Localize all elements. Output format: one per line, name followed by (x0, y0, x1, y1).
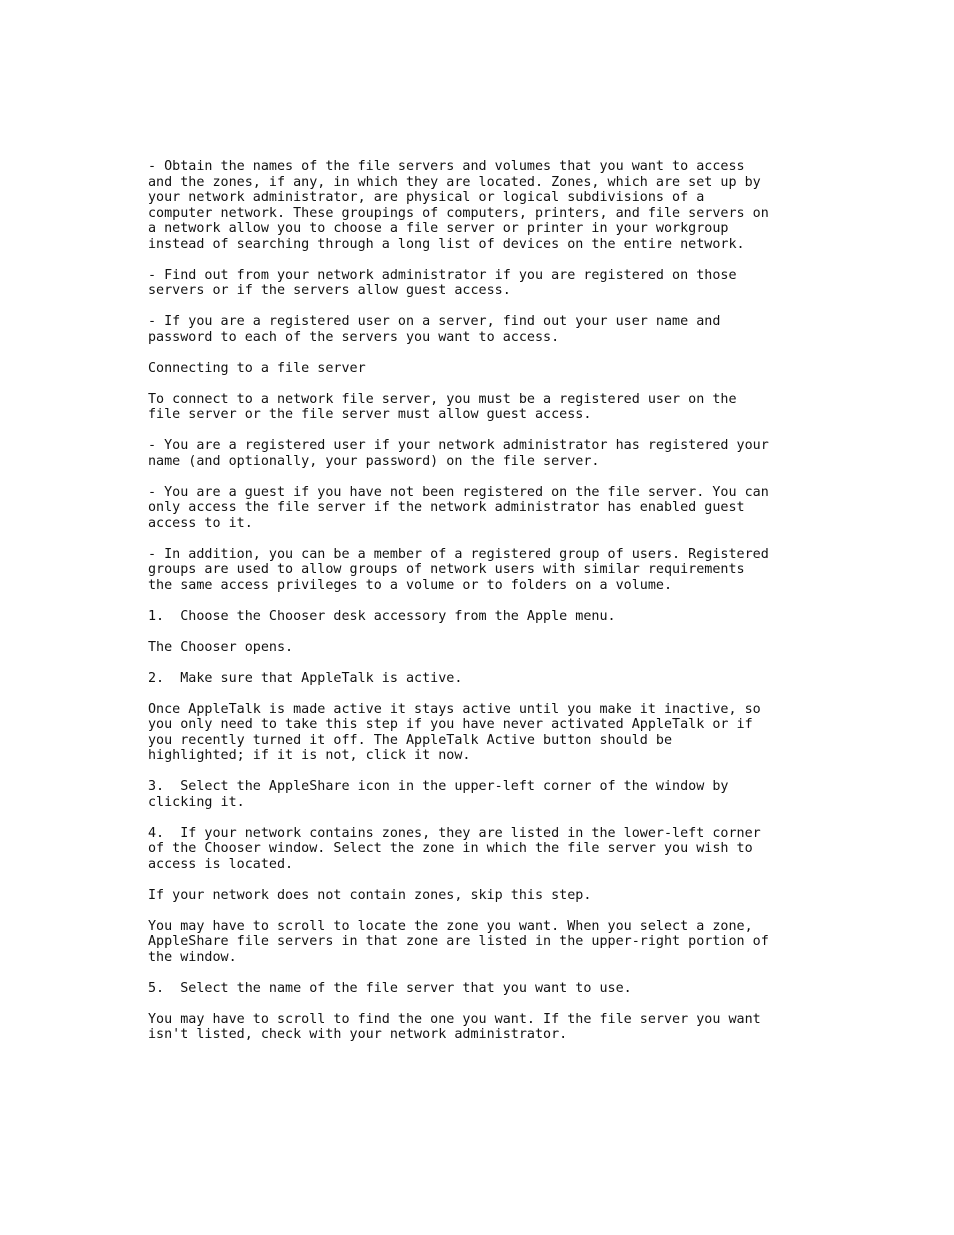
step-4: 4. If your network contains zones, they are listed in the lower-left corner of the Chooser window. Select the zone in which the file server you wish to access is located. (148, 825, 761, 872)
paragraph-find-out-registration: - Find out from your network administrator if you are registered on those servers or if the servers allow guest access. (148, 267, 737, 298)
step-2: 2. Make sure that AppleTalk is active. (148, 670, 463, 686)
section-heading: Connecting to a file server (148, 360, 366, 376)
paragraph-registered-user: - You are a registered user if your network administrator has registered your name (and optionally, your password) on the file server. (148, 438, 769, 469)
paragraph-connect-intro: To connect to a network file server, you must be a registered user on the file server or the file server must allow guest access. (148, 391, 737, 422)
paragraph-guest: - You are a guest if you have not been registered on the file server. You can only access the file server if the network administrator has enabled guest access to it. (148, 484, 769, 531)
document-page (148, 159, 848, 1058)
paragraph-obtain-names: - Obtain the names of the file servers and volumes that you want to access and the zones, if any, in which they are located. Zones, which are set up by your network administrator, are physical or logical subdivisions of a computer network. These groupings of computers, printers, and file servers on a network allow you to choose a file server or printer in your workgroup instead of searching through a long list of devices on the entire network. (148, 159, 769, 252)
step-4-scroll-note: You may have to scroll to locate the zone you want. When you select a zone, AppleShare file servers in that zone are listed in the upper-right portion of the window. (148, 918, 769, 965)
step-5: 5. Select the name of the file server that you want to use. (148, 980, 632, 996)
paragraph-user-name-password: - If you are a registered user on a server, find out your user name and password to each of the servers you want to access. (148, 314, 721, 345)
step-2-detail: Once AppleTalk is made active it stays active until you make it inactive, so you only need to take this step if you have never activated AppleTalk or if you recently turned it off. The AppleTalk Active button should be highlighted; if it is not, click it now. (148, 701, 761, 763)
paragraph-registered-group: - In addition, you can be a member of a registered group of users. Registered groups are used to allow groups of network users with similar requirements the same access privileges to a volume or to folders on a volume. (148, 546, 769, 593)
step-4-no-zones: If your network does not contain zones, skip this step. (148, 887, 592, 903)
step-1: 1. Choose the Chooser desk accessory from the Apple menu. (148, 608, 616, 624)
step-3: 3. Select the AppleShare icon in the upper-left corner of the window by clicking it. (148, 779, 729, 810)
step-1-result: The Chooser opens. (148, 639, 294, 655)
step-5-detail: You may have to scroll to find the one you want. If the file server you want isn't listed, check with your network administrator. (148, 1011, 761, 1042)
